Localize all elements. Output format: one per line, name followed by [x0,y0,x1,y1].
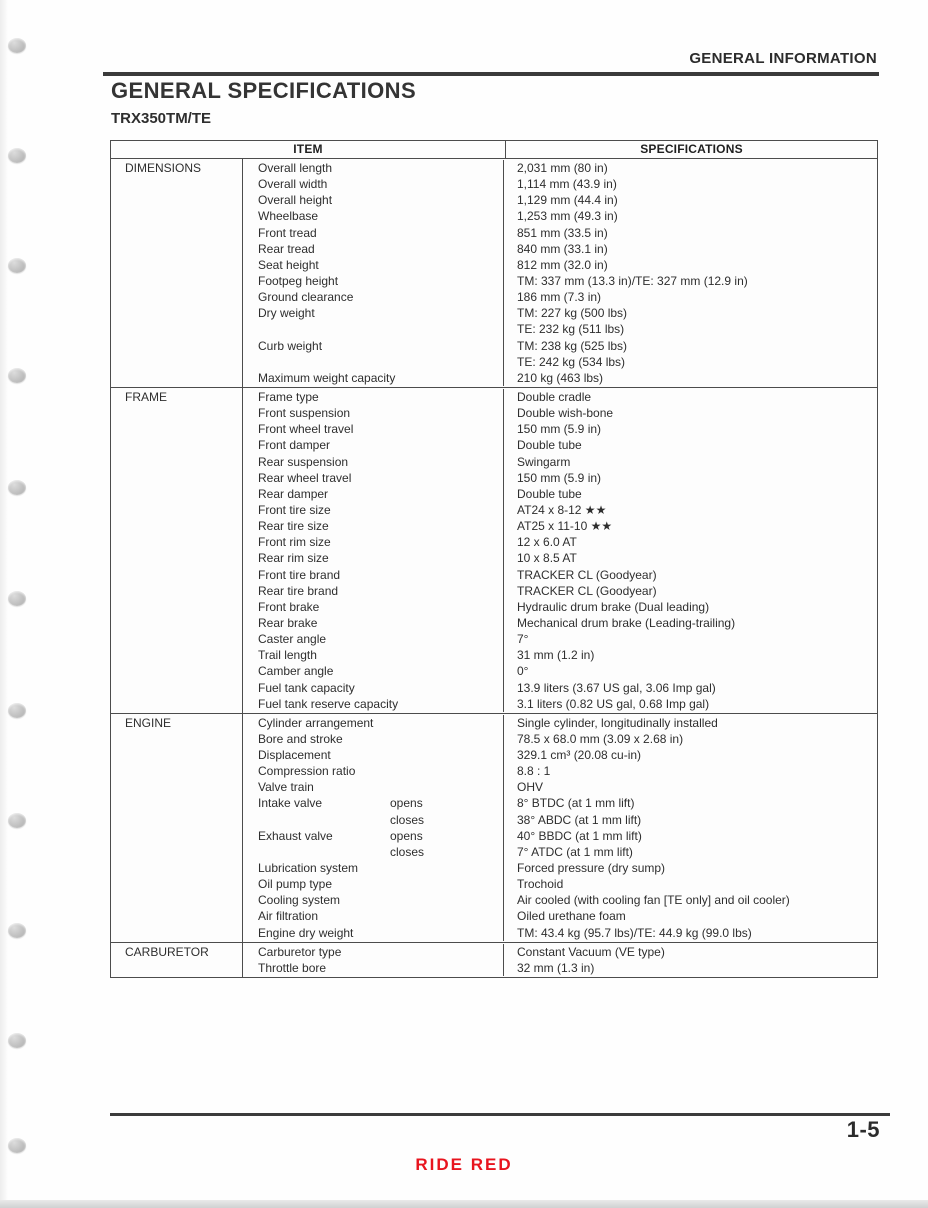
spec-row [243,828,877,844]
item-cell: Fuel tank reserve capacity [243,696,504,712]
spec-cell: 13.9 liters (3.67 US gal, 3.06 Imp gal) [517,680,716,695]
item-cell: Rear tire brand [243,583,504,599]
spec-row [243,421,877,437]
spec-row [243,812,877,828]
spec-cell: 1,114 mm (43.9 in) [517,177,617,192]
item-cell: Front brake [243,599,504,615]
spec-row [243,779,877,795]
item-cell: Rear tread [243,241,504,257]
spec-row [243,176,877,192]
valve-timing-sub-label: opens [390,828,423,843]
binder-hole [8,480,26,495]
running-header: GENERAL INFORMATION [689,50,877,67]
spec-cell: 7° ATDC (at 1 mm lift) [517,844,633,859]
table-header-specifications: SPECIFICATIONS [640,142,743,156]
spec-row [243,486,877,502]
valve-timing-sub-label: closes [390,844,425,859]
item-cell [243,844,504,860]
model-subtitle: TRX350TM/TE [111,110,212,127]
binder-hole [8,368,26,383]
spec-row [243,502,877,518]
spec-cell: Hydraulic drum brake (Dual leading) [517,599,710,614]
item-cell: Valve train [243,779,504,795]
item-cell: Overall width [243,176,504,192]
spec-row [243,908,877,924]
spec-cell: Double tube [517,486,582,501]
spec-cell: 10 x 8.5 AT [517,551,577,566]
valve-timing-sub-label: closes [390,812,425,827]
spec-cell: 32 mm (1.3 in) [517,960,595,975]
spec-cell: 0° [517,664,529,679]
item-cell: Camber angle [243,663,504,679]
item-cell: Frame type [243,389,504,405]
item-cell: Front wheel travel [243,421,504,437]
spec-row [243,437,877,453]
spec-row [243,747,877,763]
spec-cell: 7° [517,632,529,647]
spec-cell: 186 mm (7.3 in) [517,290,602,305]
binder-hole [8,1033,26,1048]
table-header-row [111,141,877,159]
spec-cell: Double cradle [517,389,592,404]
page-left-edge [0,0,8,1208]
item-cell: Carburetor type [243,944,504,960]
table-header-item: ITEM [111,141,506,158]
item-cell: Front tread [243,225,504,241]
item-cell: Rear tire size [243,518,504,534]
item-cell: Rear damper [243,486,504,502]
spec-cell: AT24 x 8-12 ★★ [517,502,607,517]
valve-timing-sub-label: opens [390,796,423,811]
item-cell: Seat height [243,257,504,273]
category-cell: ENGINE [111,714,243,942]
item-cell: Front damper [243,437,504,453]
spec-cell: TM: 43.4 kg (95.7 lbs)/TE: 44.9 kg (99.0 lbs) [517,925,752,940]
spec-cell: Air cooled (with cooling fan [TE only] and oil cooler) [517,893,790,908]
spec-cell: 8.8 : 1 [517,764,551,779]
item-cell: Trail length [243,647,504,663]
spec-cell: TRACKER CL (Goodyear) [517,567,657,582]
spec-cell: 851 mm (33.5 in) [517,225,608,240]
spec-row [243,160,877,176]
spec-cell: 78.5 x 68.0 mm (3.09 x 2.68 in) [517,731,684,746]
table-section [111,159,877,388]
binder-hole [8,1138,26,1153]
item-cell: Air filtration [243,908,504,924]
spec-row [243,763,877,779]
spec-cell: AT25 x 11-10 ★★ [517,519,613,534]
table-body [111,159,877,977]
spec-cell: TM: 238 kg (525 lbs) [517,338,628,353]
spec-row [243,944,877,960]
spec-row [243,680,877,696]
page-number: 1-5 [846,1117,880,1142]
spec-row [243,696,877,712]
spec-row [243,795,877,811]
binder-hole [8,703,26,718]
spec-cell: 840 mm (33.1 in) [517,241,608,256]
item-cell: Overall height [243,192,504,208]
spec-row [243,305,877,321]
spec-cell: 40° BBDC (at 1 mm lift) [517,828,642,843]
spec-cell: 329.1 cm³ (20.08 cu-in) [517,748,642,763]
spec-cell: TRACKER CL (Goodyear) [517,583,657,598]
scan-bottom-edge [0,1200,928,1208]
spec-cell: Double tube [517,438,582,453]
spec-cell: 2,031 mm (80 in) [517,161,608,175]
spec-cell: 150 mm (5.9 in) [517,470,602,485]
binder-hole [8,148,26,163]
item-cell: Curb weight [243,338,504,354]
item-cell: Lubrication system [243,860,504,876]
spec-row [243,518,877,534]
category-cell: FRAME [111,388,243,713]
spec-row [243,631,877,647]
spec-cell: 31 mm (1.2 in) [517,648,595,663]
spec-row [243,550,877,566]
spec-cell: 812 mm (32.0 in) [517,257,608,272]
item-cell: Rear rim size [243,550,504,566]
spec-cell: TM: 227 kg (500 lbs) [517,306,628,321]
spec-row [243,321,877,337]
category-cell: DIMENSIONS [111,159,243,387]
item-cell: Front tire brand [243,567,504,583]
spec-row [243,354,877,370]
spec-cell: OHV [517,780,544,795]
specifications-table [110,140,878,978]
item-cell: Dry weight [243,305,504,321]
item-cell: Footpeg height [243,273,504,289]
spec-row [243,338,877,354]
spec-row [243,405,877,421]
binder-hole [8,258,26,273]
spec-row [243,583,877,599]
item-cell: Displacement [243,747,504,763]
item-cell: Cooling system [243,892,504,908]
spec-row [243,925,877,941]
binder-hole [8,923,26,938]
item-cell: Front tire size [243,502,504,518]
spec-row [243,225,877,241]
item-cell: Throttle bore [243,960,504,976]
table-section [111,388,877,714]
spec-cell: 1,253 mm (49.3 in) [517,209,618,224]
item-cell: Compression ratio [243,763,504,779]
item-cell: Intake valve opens [243,795,504,811]
item-cell: Rear brake [243,615,504,631]
spec-row [243,860,877,876]
category-cell: CARBURETOR [111,943,243,977]
binder-hole [8,591,26,606]
spec-row [243,599,877,615]
binder-hole [8,38,26,53]
spec-cell: Trochoid [517,877,564,892]
spec-row [243,370,877,386]
spec-row [243,470,877,486]
item-cell: Exhaust valve opens [243,828,504,844]
spec-cell: 1,129 mm (44.4 in) [517,193,618,208]
item-cell: Front suspension [243,405,504,421]
spec-cell: 8° BTDC (at 1 mm lift) [517,796,635,811]
item-cell: Bore and stroke [243,731,504,747]
item-cell: Rear wheel travel [243,470,504,486]
spec-row [243,960,877,976]
item-cell: Maximum weight capacity [243,370,504,386]
spec-row [243,454,877,470]
spec-row [243,663,877,679]
spec-cell: Swingarm [517,454,571,469]
page-title: GENERAL SPECIFICATIONS [111,78,417,103]
spec-row [243,257,877,273]
spec-cell: Oiled urethane foam [517,909,626,924]
spec-cell: Double wish-bone [517,406,614,421]
spec-cell: 38° ABDC (at 1 mm lift) [517,812,642,827]
item-cell: Overall length [243,160,504,176]
spec-row [243,892,877,908]
spec-cell: Single cylinder, longitudinally installed [517,715,718,730]
item-cell: Wheelbase [243,208,504,224]
spec-row [243,289,877,305]
item-cell: Cylinder arrangement [243,715,504,731]
spec-cell: Constant Vacuum (VE type) [517,944,665,959]
spec-cell: 3.1 liters (0.82 US gal, 0.68 Imp gal) [517,696,710,711]
spec-cell: 150 mm (5.9 in) [517,422,602,437]
item-cell: Oil pump type [243,876,504,892]
spec-row [243,534,877,550]
spec-row [243,731,877,747]
spec-row [243,876,877,892]
item-cell: Rear suspension [243,454,504,470]
binder-hole [8,813,26,828]
spec-row [243,715,877,731]
spec-row [243,273,877,289]
spec-cell: TE: 232 kg (511 lbs) [517,322,625,337]
spec-cell: Forced pressure (dry sump) [517,861,666,876]
spec-row [243,567,877,583]
spec-row [243,615,877,631]
table-section [111,714,877,943]
item-cell: Front rim size [243,534,504,550]
header-rule [103,72,879,76]
item-cell: Fuel tank capacity [243,680,504,696]
item-cell [243,354,504,370]
table-section [111,943,877,977]
spec-row [243,389,877,405]
footer-rule [110,1113,890,1116]
spec-row [243,647,877,663]
ride-red-logo: RIDE RED [415,1155,513,1174]
spec-row [243,241,877,257]
item-cell: Engine dry weight [243,925,504,941]
item-cell: Ground clearance [243,289,504,305]
spec-cell: Mechanical drum brake (Leading-trailing) [517,615,736,630]
spec-row [243,208,877,224]
spec-row [243,192,877,208]
spec-cell: 12 x 6.0 AT [517,535,577,550]
item-cell [243,812,504,828]
item-cell: Caster angle [243,631,504,647]
spec-row [243,844,877,860]
spec-cell: TE: 242 kg (534 lbs) [517,354,626,369]
item-cell [243,321,504,337]
spec-cell: 210 kg (463 lbs) [517,370,604,385]
spec-cell: TM: 337 mm (13.3 in)/TE: 327 mm (12.9 in) [517,273,748,288]
